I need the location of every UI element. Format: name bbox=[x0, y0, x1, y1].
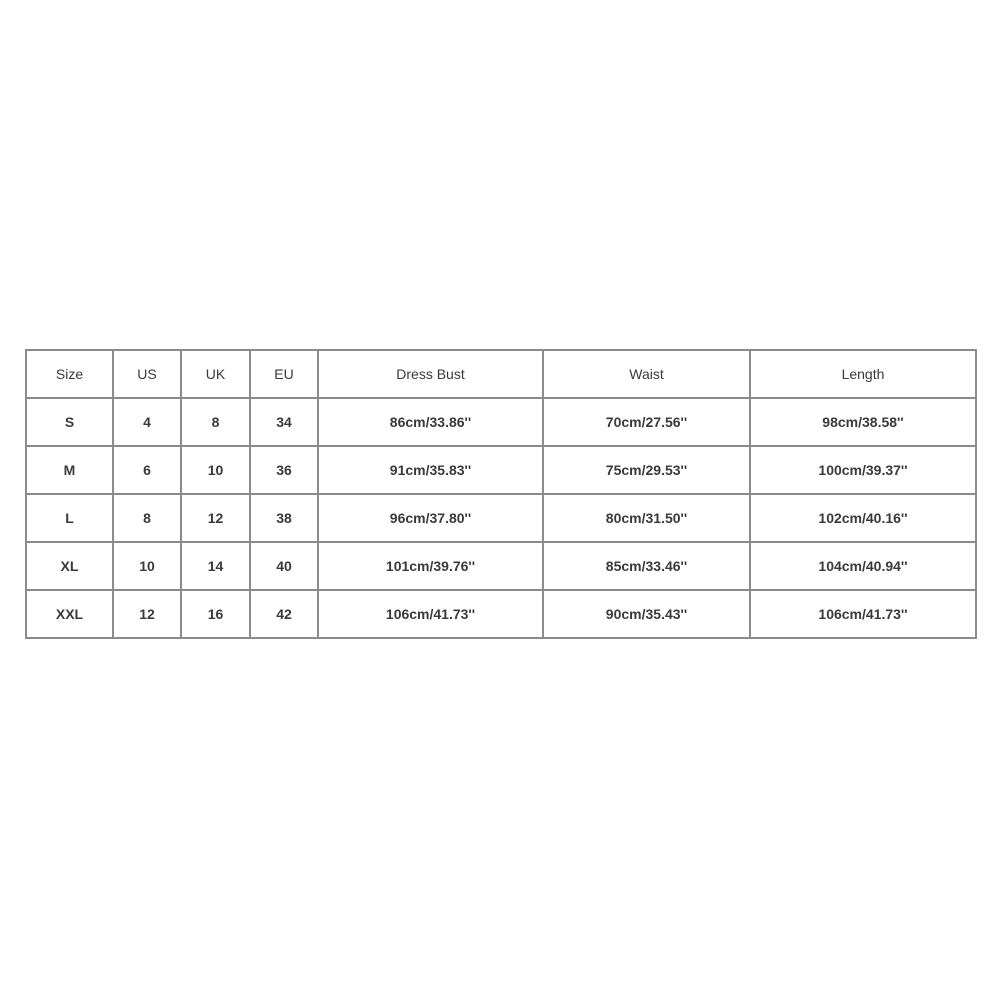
cell-dress-bust: 101cm/39.76'' bbox=[318, 542, 543, 590]
table-row bbox=[26, 398, 976, 446]
cell-eu: 38 bbox=[250, 494, 318, 542]
table-row bbox=[26, 446, 976, 494]
size-chart-table bbox=[25, 349, 977, 639]
header-waist: Waist bbox=[543, 350, 750, 398]
cell-us: 6 bbox=[113, 446, 181, 494]
header-uk: UK bbox=[181, 350, 250, 398]
cell-eu: 34 bbox=[250, 398, 318, 446]
header-row bbox=[26, 350, 976, 398]
cell-dress-bust: 96cm/37.80'' bbox=[318, 494, 543, 542]
table-row bbox=[26, 542, 976, 590]
cell-uk: 10 bbox=[181, 446, 250, 494]
cell-size: XL bbox=[26, 542, 113, 590]
cell-size: XXL bbox=[26, 590, 113, 638]
cell-length: 100cm/39.37'' bbox=[750, 446, 976, 494]
cell-waist: 70cm/27.56'' bbox=[543, 398, 750, 446]
cell-eu: 36 bbox=[250, 446, 318, 494]
cell-us: 4 bbox=[113, 398, 181, 446]
cell-size: M bbox=[26, 446, 113, 494]
cell-uk: 14 bbox=[181, 542, 250, 590]
cell-waist: 85cm/33.46'' bbox=[543, 542, 750, 590]
cell-eu: 42 bbox=[250, 590, 318, 638]
cell-us: 12 bbox=[113, 590, 181, 638]
cell-eu: 40 bbox=[250, 542, 318, 590]
cell-dress-bust: 86cm/33.86'' bbox=[318, 398, 543, 446]
cell-us: 8 bbox=[113, 494, 181, 542]
cell-waist: 80cm/31.50'' bbox=[543, 494, 750, 542]
cell-dress-bust: 106cm/41.73'' bbox=[318, 590, 543, 638]
cell-uk: 12 bbox=[181, 494, 250, 542]
header-dress-bust: Dress Bust bbox=[318, 350, 543, 398]
cell-length: 106cm/41.73'' bbox=[750, 590, 976, 638]
cell-waist: 90cm/35.43'' bbox=[543, 590, 750, 638]
header-eu: EU bbox=[250, 350, 318, 398]
cell-size: S bbox=[26, 398, 113, 446]
header-us: US bbox=[113, 350, 181, 398]
table-body bbox=[26, 398, 976, 638]
cell-dress-bust: 91cm/35.83'' bbox=[318, 446, 543, 494]
header-size: Size bbox=[26, 350, 113, 398]
cell-us: 10 bbox=[113, 542, 181, 590]
cell-length: 98cm/38.58'' bbox=[750, 398, 976, 446]
table-row bbox=[26, 494, 976, 542]
cell-uk: 8 bbox=[181, 398, 250, 446]
cell-length: 104cm/40.94'' bbox=[750, 542, 976, 590]
table-header bbox=[26, 350, 976, 398]
table-row bbox=[26, 590, 976, 638]
cell-uk: 16 bbox=[181, 590, 250, 638]
cell-size: L bbox=[26, 494, 113, 542]
cell-waist: 75cm/29.53'' bbox=[543, 446, 750, 494]
header-length: Length bbox=[750, 350, 976, 398]
cell-length: 102cm/40.16'' bbox=[750, 494, 976, 542]
